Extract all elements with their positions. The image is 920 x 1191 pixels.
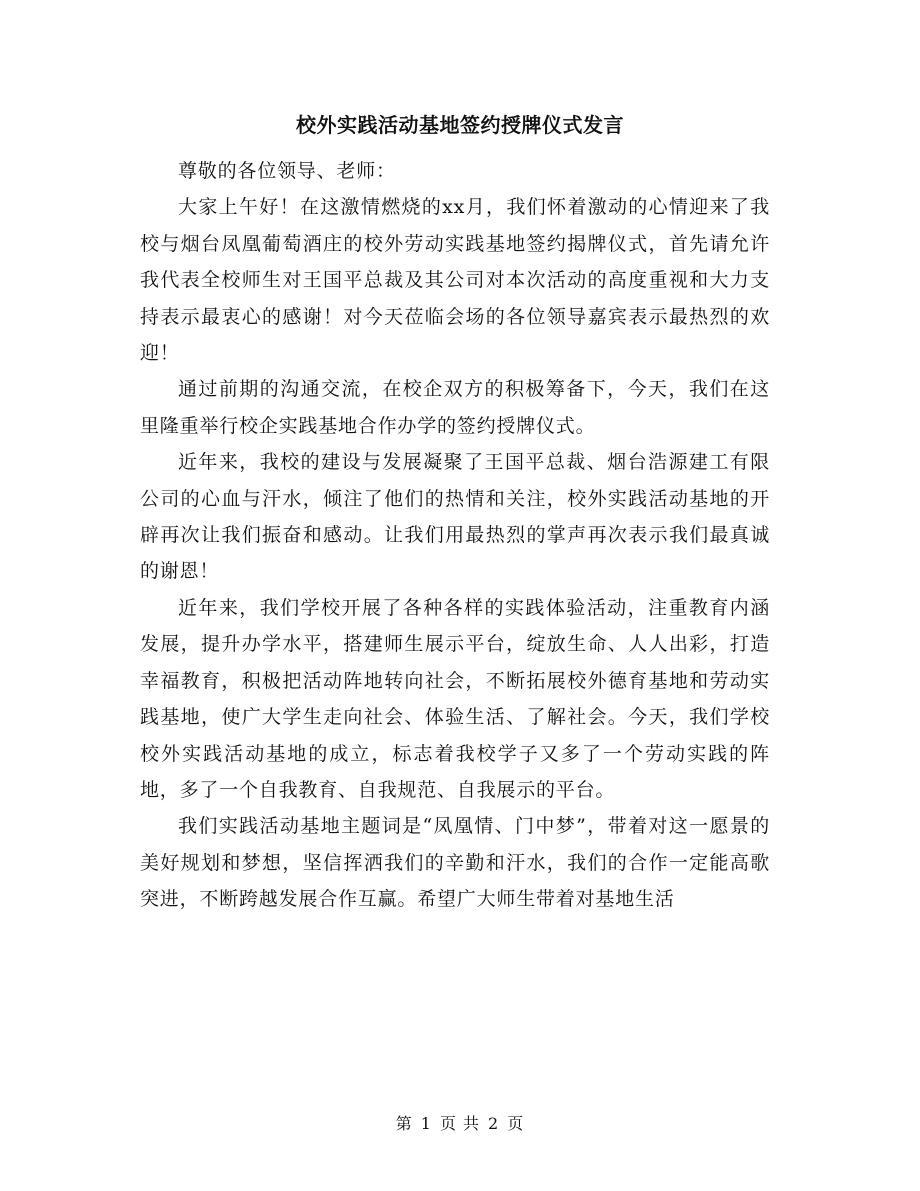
page-footer [0, 1113, 920, 1135]
footer-prefix: 第 [395, 1114, 413, 1133]
document-body [140, 153, 770, 918]
paragraph-2: 通过前期的沟通交流，在校企双方的积极筹备下，今天，我们在这里隆重举行校企实践基地合作办学的签约授牌仪式。 [140, 378, 770, 437]
footer-suffix: 页 [507, 1114, 525, 1133]
footer-current-page: 1 [420, 1114, 432, 1133]
paragraph-5: 我们实践活动基地主题词是“凤凰情、门中梦”，带着对这一愿景的美好规划和梦想，坚信挥洒我们的辛勤和汗水，我们的合作一定能高歌突进，不断跨越发展合作互赢。希望广大师生带着对基地生活 [140, 815, 770, 911]
footer-total-pages: 2 [488, 1114, 500, 1133]
paragraph-4: 近年来，我们学校开展了各种各样的实践体验活动，注重教育内涵发展，提升办学水平，搭建师生展示平台，绽放生命、人人出彩，打造幸福教育，积极把活动阵地转向社会，不断拓展校外德育基地和劳动实践基地，使广大学生走向社会、体验生活、了解社会。今天，我们学校校外实践活动基地的成立，标志着我校学子又多了一个劳动实践的阵地，多了一个自我教育、自我规范、自我展示的平台。 [140, 596, 770, 801]
document-title: 校外实践活动基地签约授牌仪式发言 [296, 113, 624, 137]
paragraph-1: 大家上午好！在这激情燃烧的xx月，我们怀着激动的心情迎来了我校与烟台凤凰葡萄酒庄的校外劳动实践基地签约揭牌仪式，首先请允许我代表全校师生对王国平总裁及其公司对本次活动的高度重视和大力支持表示最衷心的感谢！对今天莅临会场的各位领导嘉宾表示最热烈的欢迎！ [140, 196, 770, 365]
salutation: 尊敬的各位领导、老师： [178, 160, 396, 182]
footer-middle: 页 共 [439, 1114, 481, 1133]
paragraph-3: 近年来，我校的建设与发展凝聚了王国平总裁、烟台浩源建工有限公司的心血与汗水，倾注了他们的热情和关注，校外实践活动基地的开辟再次让我们振奋和感动。让我们用最热烈的掌声再次表示我们最真诚的谢恩！ [140, 451, 770, 583]
